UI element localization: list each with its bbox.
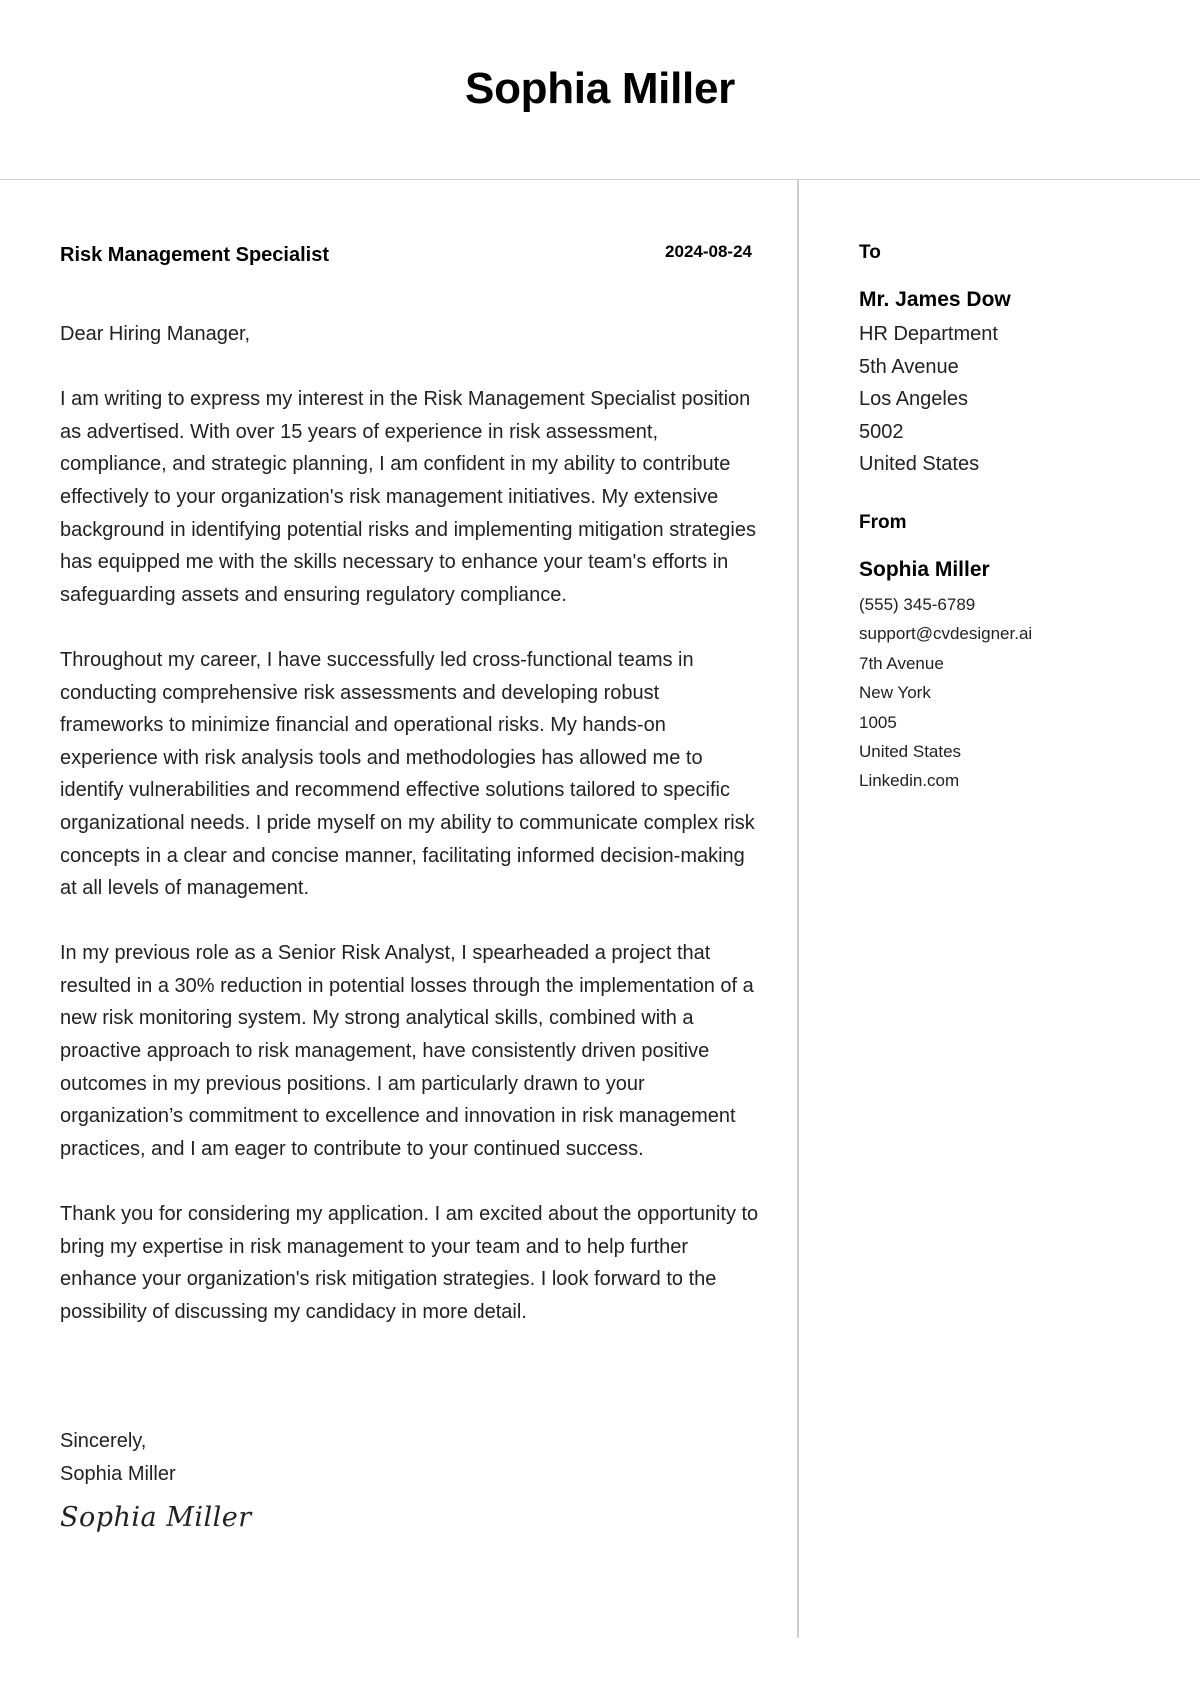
job-title: Risk Management Specialist <box>60 244 329 266</box>
recipient-street: 5th Avenue <box>859 355 959 378</box>
handwritten-signature: Sophia Miller <box>60 1502 252 1533</box>
letter-meta <box>60 236 752 276</box>
letter-date: 2024-08-24 <box>665 242 752 261</box>
paragraph-2: Throughout my career, I have successfully led cross-functional teams in conducting comprehensive risk assessments and developing robust frameworks to minimize financial and operational risks. My hands-on experience with risk analysis tools and methodologies has allowed me to identify vulnerabilities and recommend effective solutions tailored to specific organizational needs. I pride myself on my ability to communicate complex risk concepts in a clear and concise manner, facilitating informed decision-making at all levels of management. <box>60 648 755 900</box>
closing-name: Sophia Miller <box>60 1462 176 1485</box>
meta-row <box>60 236 752 276</box>
sender-country: United States <box>859 742 962 762</box>
sender-phone: (555) 345-6789 <box>859 595 976 614</box>
letter-body <box>60 318 760 1361</box>
greeting: Dear Hiring Manager, <box>60 323 251 345</box>
letter-header <box>0 0 1200 180</box>
recipient-name: Mr. James Dow <box>859 288 1011 311</box>
closing-salutation: Sincerely, <box>60 1430 147 1452</box>
recipient-postal: 5002 <box>859 420 904 443</box>
recipient-department: HR Department <box>859 323 998 345</box>
to-label: To <box>859 242 881 263</box>
recipient-country: United States <box>859 453 980 476</box>
applicant-name: Sophia Miller <box>465 64 735 113</box>
paragraph-4: Thank you for considering my application. I am excited about the opportunity to bring my expertise in risk management to your team and to help further enhance your organization's risk mitigation strategies. I look forward to the possibility of discussing my candidacy in more detail. <box>60 1203 759 1323</box>
column-divider <box>797 180 799 1638</box>
from-label: From <box>859 512 907 533</box>
paragraph-3: In my previous role as a Senior Risk Analyst, I spearheaded a project that resulted in a 30% reduction in potential losses through the implementation of a new risk monitoring system. My strong analytical skills, combined with a proactive approach to risk management, have consistently driven positive outcomes in my previous positions. I am particularly drawn to your organization’s commitment to excellence and innovation in risk management practices, and I am eager to contribute to your continued success. <box>60 942 754 1160</box>
sender-name: Sophia Miller <box>859 558 990 581</box>
paragraph-1: I am writing to express my interest in the Risk Management Specialist position as advertised. With over 15 years of experience in risk assessment, compliance, and strategic planning, I am confident in my ability to contribute effectively to your organization's risk management initiatives. My extensive background in identifying potential risks and implementing mitigation strategies has equipped me with the skills necessary to enhance your team's efforts in safeguarding assets and ensuring regulatory compliance. <box>60 388 756 606</box>
letter-closing <box>60 1425 176 1490</box>
sender-email: support@cvdesigner.ai <box>859 624 1033 644</box>
sender-street: 7th Avenue <box>859 653 944 673</box>
recipient-city: Los Angeles <box>859 388 968 411</box>
recipient-address <box>859 318 998 481</box>
sender-city: New York <box>859 683 931 703</box>
sender-contact <box>859 590 1032 796</box>
sender-postal: 1005 <box>859 712 897 732</box>
sender-website: Linkedin.com <box>859 771 960 791</box>
